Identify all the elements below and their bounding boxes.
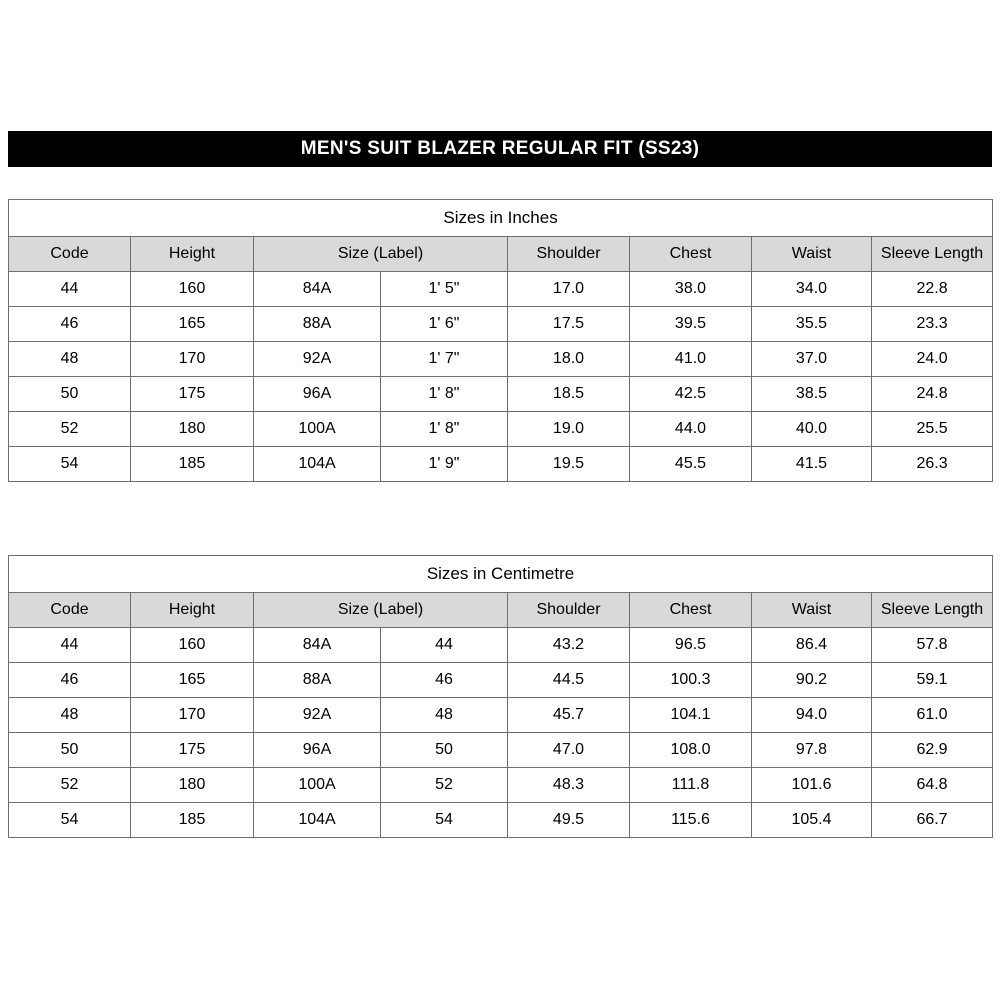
column-header-sleeve-length: Sleeve Length	[872, 593, 993, 628]
cell-size-label: 96A	[254, 377, 381, 412]
cell-shoulder: 44.5	[508, 663, 630, 698]
table-row	[9, 412, 993, 447]
cell-size-alt: 1' 7"	[381, 342, 508, 377]
table-row	[9, 768, 993, 803]
cell-shoulder: 43.2	[508, 628, 630, 663]
cell-sleeve: 66.7	[872, 803, 993, 838]
cell-code: 44	[9, 272, 131, 307]
cell-shoulder: 18.0	[508, 342, 630, 377]
cell-waist: 105.4	[752, 803, 872, 838]
column-header-code: Code	[9, 593, 131, 628]
column-header-sleeve-length: Sleeve Length	[872, 237, 993, 272]
cell-height: 165	[131, 663, 254, 698]
cell-size-label: 104A	[254, 447, 381, 482]
table-row	[9, 698, 993, 733]
cell-size-label: 88A	[254, 663, 381, 698]
column-header-size-label: Size (Label)	[254, 237, 508, 272]
cell-size-alt: 52	[381, 768, 508, 803]
cell-waist: 38.5	[752, 377, 872, 412]
cell-sleeve: 26.3	[872, 447, 993, 482]
cell-shoulder: 18.5	[508, 377, 630, 412]
table-row	[9, 307, 993, 342]
cell-size-alt: 44	[381, 628, 508, 663]
cell-size-alt: 48	[381, 698, 508, 733]
cell-height: 170	[131, 698, 254, 733]
cell-size-label: 84A	[254, 628, 381, 663]
cell-height: 160	[131, 628, 254, 663]
cell-code: 44	[9, 628, 131, 663]
cell-size-label: 84A	[254, 272, 381, 307]
units-label: Sizes in Centimetre	[9, 556, 993, 593]
column-header-size-label: Size (Label)	[254, 593, 508, 628]
cell-chest: 96.5	[630, 628, 752, 663]
cell-chest: 115.6	[630, 803, 752, 838]
cell-size-alt: 1' 9"	[381, 447, 508, 482]
cell-size-alt: 54	[381, 803, 508, 838]
cell-code: 52	[9, 768, 131, 803]
cell-shoulder: 19.0	[508, 412, 630, 447]
cell-sleeve: 22.8	[872, 272, 993, 307]
cell-code: 46	[9, 663, 131, 698]
size-table-centimetre	[8, 555, 993, 838]
cell-height: 180	[131, 768, 254, 803]
cell-height: 175	[131, 733, 254, 768]
cell-code: 52	[9, 412, 131, 447]
cell-code: 46	[9, 307, 131, 342]
cell-height: 180	[131, 412, 254, 447]
table-row	[9, 272, 993, 307]
cell-sleeve: 59.1	[872, 663, 993, 698]
cell-height: 170	[131, 342, 254, 377]
cell-waist: 101.6	[752, 768, 872, 803]
table-row	[9, 342, 993, 377]
table-row	[9, 628, 993, 663]
cell-waist: 40.0	[752, 412, 872, 447]
cell-size-alt: 1' 5"	[381, 272, 508, 307]
cell-code: 48	[9, 342, 131, 377]
column-header-chest: Chest	[630, 593, 752, 628]
cell-height: 165	[131, 307, 254, 342]
cell-size-alt: 1' 8"	[381, 412, 508, 447]
cell-height: 160	[131, 272, 254, 307]
column-header-waist: Waist	[752, 237, 872, 272]
cell-code: 50	[9, 733, 131, 768]
cell-sleeve: 24.0	[872, 342, 993, 377]
column-header-height: Height	[131, 593, 254, 628]
cell-height: 185	[131, 447, 254, 482]
cell-shoulder: 49.5	[508, 803, 630, 838]
column-header-shoulder: Shoulder	[508, 237, 630, 272]
cell-code: 48	[9, 698, 131, 733]
cell-size-label: 88A	[254, 307, 381, 342]
table-row	[9, 377, 993, 412]
cell-sleeve: 61.0	[872, 698, 993, 733]
cell-height: 185	[131, 803, 254, 838]
cell-waist: 86.4	[752, 628, 872, 663]
units-row	[9, 200, 993, 237]
cell-waist: 35.5	[752, 307, 872, 342]
cell-sleeve: 24.8	[872, 377, 993, 412]
units-row	[9, 556, 993, 593]
cell-sleeve: 64.8	[872, 768, 993, 803]
cell-waist: 94.0	[752, 698, 872, 733]
cell-waist: 41.5	[752, 447, 872, 482]
table-row	[9, 447, 993, 482]
column-header-code: Code	[9, 237, 131, 272]
cell-chest: 45.5	[630, 447, 752, 482]
table-row	[9, 663, 993, 698]
cell-chest: 44.0	[630, 412, 752, 447]
cell-chest: 100.3	[630, 663, 752, 698]
cell-chest: 111.8	[630, 768, 752, 803]
cell-code: 54	[9, 803, 131, 838]
cell-height: 175	[131, 377, 254, 412]
table-row	[9, 803, 993, 838]
cell-shoulder: 48.3	[508, 768, 630, 803]
cell-sleeve: 62.9	[872, 733, 993, 768]
table-row	[9, 733, 993, 768]
cell-waist: 90.2	[752, 663, 872, 698]
cell-chest: 42.5	[630, 377, 752, 412]
column-header-height: Height	[131, 237, 254, 272]
cell-chest: 41.0	[630, 342, 752, 377]
cell-sleeve: 57.8	[872, 628, 993, 663]
cell-shoulder: 17.0	[508, 272, 630, 307]
cell-sleeve: 23.3	[872, 307, 993, 342]
cell-code: 50	[9, 377, 131, 412]
cell-size-alt: 46	[381, 663, 508, 698]
cell-size-label: 96A	[254, 733, 381, 768]
cell-size-label: 100A	[254, 412, 381, 447]
cell-size-label: 104A	[254, 803, 381, 838]
cell-waist: 34.0	[752, 272, 872, 307]
cell-size-alt: 50	[381, 733, 508, 768]
cell-size-alt: 1' 6"	[381, 307, 508, 342]
cell-size-label: 100A	[254, 768, 381, 803]
cell-shoulder: 17.5	[508, 307, 630, 342]
cell-chest: 104.1	[630, 698, 752, 733]
cell-sleeve: 25.5	[872, 412, 993, 447]
table-header-row	[9, 237, 993, 272]
cell-chest: 39.5	[630, 307, 752, 342]
cell-chest: 108.0	[630, 733, 752, 768]
page-title: MEN'S SUIT BLAZER REGULAR FIT (SS23)	[8, 131, 992, 167]
units-label: Sizes in Inches	[9, 200, 993, 237]
cell-shoulder: 19.5	[508, 447, 630, 482]
cell-waist: 37.0	[752, 342, 872, 377]
column-header-waist: Waist	[752, 593, 872, 628]
column-header-chest: Chest	[630, 237, 752, 272]
cell-shoulder: 45.7	[508, 698, 630, 733]
cell-size-alt: 1' 8"	[381, 377, 508, 412]
cell-chest: 38.0	[630, 272, 752, 307]
cell-size-label: 92A	[254, 342, 381, 377]
table-header-row	[9, 593, 993, 628]
cell-waist: 97.8	[752, 733, 872, 768]
cell-size-label: 92A	[254, 698, 381, 733]
cell-code: 54	[9, 447, 131, 482]
cell-shoulder: 47.0	[508, 733, 630, 768]
size-table-inches	[8, 199, 993, 482]
column-header-shoulder: Shoulder	[508, 593, 630, 628]
